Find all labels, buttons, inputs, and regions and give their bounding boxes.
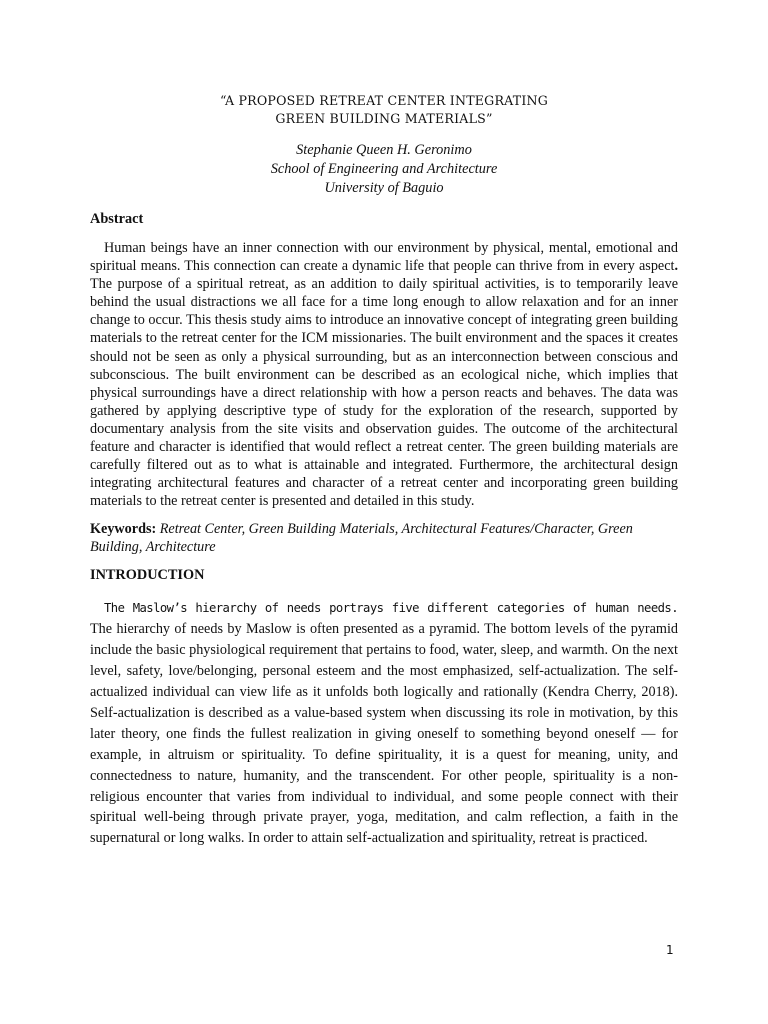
introduction-lead-sentence: The Maslow’s hierarchy of needs portrays five different categories of human needs. <box>104 601 678 616</box>
abstract-text-part-1: Human beings have an inner connection with our environment by physical, mental, emotional and spiritual means. This connection can create a dynamic life that people can thrive from in every aspect <box>90 240 678 275</box>
author-name: Stephanie Queen H. Geronimo <box>296 142 472 158</box>
keywords-paragraph <box>90 520 678 556</box>
title-line-2: GREEN BUILDING MATERIALS” <box>275 111 493 126</box>
title-line-1: “A PROPOSED RETREAT CENTER INTEGRATING <box>220 93 548 108</box>
abstract-bold-period: . <box>674 258 678 275</box>
author-school: School of Engineering and Architecture <box>270 161 498 177</box>
introduction-body: The hierarchy of needs by Maslow is often presented as a pyramid. The bottom levels of the pyramid include the basic physiological requirement that pertains to food, water, sleep, and warmth. On the next level, safety, love/belonging, personal esteem and the most emphasized, self-actualization. The self-actualized individual can view life as it unfolds both logically and rationally (Kendra Cherry, 2018). Self-actualization is described as a value-based system when discussing its role in motivation, by this later theory, one finds the fullest realization in giving oneself to something beyond oneself — for example, in altruism or spirituality. To define spirituality, it is a quest for meaning, unity, and connectedness to nature, humanity, and the transcendent. For other people, spirituality is a non-religious encounter that varies from individual to individual, and some people connect with their spiritual well-being through private prayer, yoga, meditation, and calm reflection, a faith in the supernatural or long walks. In order to attain self-actualization and spirituality, retreat is practiced. <box>90 621 678 847</box>
abstract-heading: Abstract <box>90 211 144 227</box>
abstract-text-part-2: The purpose of a spiritual retreat, as an addition to daily spiritual activities, is to temporarily leave behind the usual distractions we all face for a time long enough to allow relaxation and for an inner change to occur. This thesis study aims to introduce an innovative concept of integrating green building materials to the retreat center for the ICM missionaries. The built environment and the spaces it creates should not be seen as only a physical surrounding, but as an interconnection between conscious and subconscious. The built environment can be described as an ecological niche, which implies that physical surroundings have a direct relationship with how a person reacts and behaves. The data was gathered by applying descriptive type of study for the exploration of the research, supported by documentary analysis from the site visits and observation guides. The outcome of the architectural feature and character is identified that would reflect a retreat center. The green building materials are carefully filtered out as to what is attainable and integrated. Furthermore, the architectural design integrating architectural features and character of a retreat center and incorporating green building materials to the retreat center is presented and detailed in this study. <box>90 276 678 510</box>
introduction-heading: INTRODUCTION <box>90 567 205 584</box>
author-block <box>90 141 678 198</box>
document-page <box>90 92 678 849</box>
abstract-paragraph <box>90 239 678 510</box>
keywords-label: Keywords: <box>90 521 157 538</box>
paper-title <box>90 92 678 128</box>
page-number: 1 <box>666 943 674 957</box>
introduction-paragraph <box>90 598 678 849</box>
author-university: University of Baguio <box>324 180 444 196</box>
keywords-list: Retreat Center, Green Building Materials, Architectural Features/Character, Green Building, Architecture <box>90 521 633 556</box>
